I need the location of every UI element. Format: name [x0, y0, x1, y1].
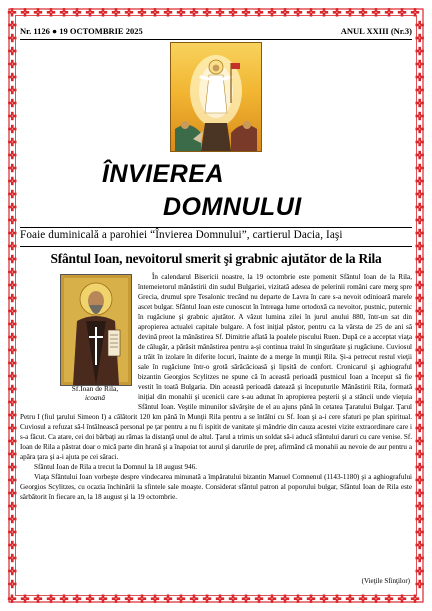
article-source: (Vieţile Sfinţilor)	[361, 577, 410, 585]
issue-number: Nr. 1126 ● 19 OCTOMBRIE 2025	[20, 26, 143, 36]
image-caption-line-1: Sf.Ioan de Rila,	[71, 384, 119, 393]
image-caption-line-2: icoană	[84, 393, 106, 402]
article-paragraph-2: Sfântul Ioan de Rila a trecut la Domnul la 18 august 946.	[34, 463, 198, 471]
issue-header	[20, 24, 412, 38]
article-body	[20, 272, 412, 572]
image-float-spacer	[20, 272, 138, 412]
year-number: ANUL XXIII (Nr.3)	[340, 26, 412, 36]
newsletter-page	[20, 22, 412, 590]
subtitle-rule-top	[20, 227, 412, 228]
article-paragraph-1: În calendarul Bisericii noastre, la 19 octombrie este pomenit Sfântul Ioan de la Rila, întemeietorul mănăstirii din sudul Bulgariei, vizitată adesea de pelerinii români care merg spre Grecia, drumul spre Tesalonic trecând nu departe de Lavra în care s-a nevoit odinioară marele ascet bulgar. Sfântul Ioan este cunoscut în întreaga lume ortodoxă ca nevoitor, pustnic, puternic în rugăciune şi grabnic ajutător. A văzut lumina zilei în jurul anului 880, într-un sat din apropierea actualei capitale bulgare. A fost iniţial păstor, pentru ca la vârsta de 25 de ani să devină preot la mănăstirea Sf. Dimitrie aflată la poalele piscului Ruen. După ce a acceptat viaţa de călugăr, a părăsit mănăstirea pentru a-şi continua traiul în singurătate şi rugăciune. Cuviosul a trăit în izolare în diferite locuri, înainte de a merge în munţii Rila. Şi-a petrecut restul vieţii sale în rugăciune într-o grotă sărăcăcioasă şi lipsită de confort. Cronicarul şi aghiograful bizantin Georgios Scylitzes ne spune că în această perioadă pustnicul Ioan a început să fie vestit în toată Bulgaria. Din această perioadă datează şi începuturile Mănăstirii Rila, formată iniţial din monahii şi ucenicii care s-au adunat în apropierea peşterii şi a stâncii unde vieţuia Sfântul Ioan. Veştile minunilor săvârşite de el au ajuns până în cetatea Ţaratului Bulgar. Ţarul Petru I (fiul ţarului Simeon I) a călătorit 120 km până în Munţii Rila pentru a se întâlni cu Sf. Ioan şi a-i cere sfaturi pe plan spiritual. Cuviosul a refuzat să-l întâlnească personal pe ţar pentru a nu fi ispitit de vanitate şi mândrie din cauza acestei vizite extraordinare care i s-a făcut. Ca atare, cei doi bărbaţi au rămas la distanţă unul de altul. Ţarul a trimis un soldat să-i aducă sfântului daruri cu care venise. Sf. Ioan de Rila a păstrat doar o mică parte din hrană şi a înapoiat tot aurul şi darurile de preţ, afirmând că monahii au nevoie de aur pentru a apăra ţara şi a-i ajuta pe cei săraci.	[20, 273, 412, 461]
resurrection-icon-image	[170, 42, 262, 152]
article-title: Sfântul Ioan, nevoitorul smerit şi grabnic ajutător de la Rila	[50, 251, 382, 266]
header-rule	[20, 39, 412, 40]
subtitle-rule-bottom	[20, 246, 412, 247]
article-paragraph-3: Viaţa Sfântului Ioan vorbeşte despre vindecarea minunată a împăratului bizantin Manuel Comnenul (1143-1180) şi a aghiografului Georgios Scylitzes, cu ocazia închinării la sfintele sale moaşte. Considerat sfântul patron al poporului bulgar, Sfântul Ioan de Rila este sărbătorit în fiecare an, la 18 august şi la 19 octombrie.	[20, 473, 412, 501]
subtitle: Foaie duminicală a parohiei “Învierea Domnului”, cartierul Dacia, Iaşi	[20, 229, 343, 241]
title-line-1: ÎNVIEREA	[102, 160, 225, 188]
title-line-2: DOMNULUI	[163, 193, 302, 221]
